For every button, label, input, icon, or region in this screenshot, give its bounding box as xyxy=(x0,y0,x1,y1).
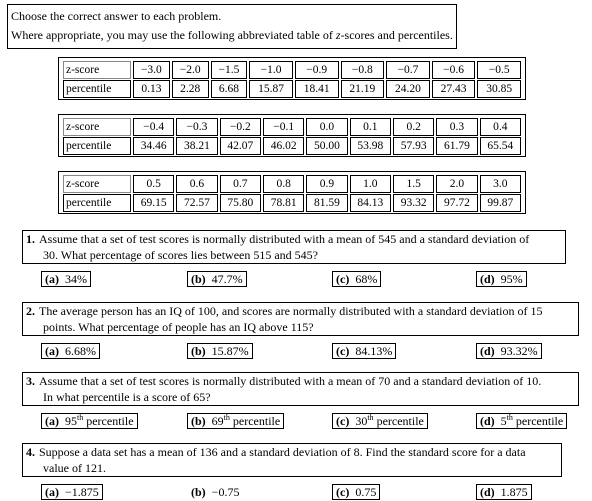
instruction-line-2-suffix: -scores and percentiles. xyxy=(340,28,453,42)
z-cell: 0.2 xyxy=(393,118,434,136)
option-text: 95 xyxy=(65,414,77,428)
question-4-line-2: value of 121. xyxy=(43,461,106,475)
option-letter: (b) xyxy=(191,414,206,428)
z-score-row xyxy=(63,118,521,136)
percentile-cell: 61.79 xyxy=(436,137,477,155)
question-2-text xyxy=(22,302,579,336)
z-cell: −3.0 xyxy=(133,61,170,79)
question-1 xyxy=(22,230,566,264)
z-cell: 0.1 xyxy=(350,118,391,136)
z-score-label: z-score xyxy=(63,61,131,79)
percentile-cell: 24.20 xyxy=(386,80,430,98)
percentile-cell: 21.19 xyxy=(341,80,385,98)
question-4 xyxy=(22,443,562,477)
percentile-cell: 84.13 xyxy=(350,194,391,212)
q1-option-c[interactable] xyxy=(332,271,381,287)
option-suffix: percentile xyxy=(83,414,134,428)
option-letter: (d) xyxy=(480,344,495,358)
z-cell: 0.3 xyxy=(436,118,477,136)
z-cell: −0.4 xyxy=(133,118,174,136)
option-letter: (d) xyxy=(480,414,495,428)
percentile-cell: 42.07 xyxy=(220,137,261,155)
option-text: 0.75 xyxy=(355,485,377,499)
z-cell: 0.6 xyxy=(176,175,217,193)
question-2-line-2: points. What percentage of people has an IQ above 115? xyxy=(43,320,314,334)
percentile-cell: 72.57 xyxy=(176,194,217,212)
percentile-cell: 81.59 xyxy=(306,194,347,212)
z-table-3 xyxy=(58,171,526,214)
percentile-cell: 93.32 xyxy=(393,194,434,212)
question-3-text xyxy=(22,372,579,406)
option-text: 30 xyxy=(355,414,368,428)
option-letter: (a) xyxy=(45,344,59,358)
instruction-z-symbol: z xyxy=(335,28,341,42)
percentile-cell: 69.15 xyxy=(133,194,174,212)
percentile-cell: 27.43 xyxy=(432,80,476,98)
question-1-number: 1. xyxy=(26,232,35,246)
question-1-line-2: 30. What percentage of scores lies between 515 and 545? xyxy=(43,248,319,262)
question-4-number: 4. xyxy=(26,445,35,459)
question-1-text xyxy=(22,230,566,264)
q4-option-b[interactable] xyxy=(187,484,243,500)
option-letter: (b) xyxy=(191,485,206,499)
q1-option-b[interactable] xyxy=(187,271,247,287)
z-cell: 0.0 xyxy=(306,118,347,136)
z-score-row xyxy=(63,61,521,79)
option-letter: (c) xyxy=(336,414,350,428)
percentile-label: percentile xyxy=(63,194,131,212)
instructions-box xyxy=(7,4,457,49)
z-cell: −0.2 xyxy=(220,118,261,136)
option-letter: (b) xyxy=(191,272,206,286)
option-text: 93.32% xyxy=(500,344,538,358)
z-cell: −0.1 xyxy=(263,118,304,136)
z-score-row xyxy=(63,175,521,193)
q2-option-c[interactable] xyxy=(332,343,396,359)
option-letter: (c) xyxy=(336,344,350,358)
z-table-2 xyxy=(58,114,526,157)
percentile-row xyxy=(63,80,521,98)
option-suffix: percentile xyxy=(373,414,424,428)
option-text: 5 xyxy=(500,414,507,428)
option-text: 68% xyxy=(355,272,378,286)
option-letter: (a) xyxy=(45,272,59,286)
z-cell: −0.3 xyxy=(176,118,217,136)
z-cell: 0.8 xyxy=(263,175,304,193)
z-table-1 xyxy=(58,57,526,100)
q4-option-a[interactable] xyxy=(41,484,103,500)
z-cell: −2.0 xyxy=(172,61,209,79)
percentile-cell: 15.87 xyxy=(249,80,293,98)
option-text: 6.68% xyxy=(65,344,96,358)
percentile-cell: 50.00 xyxy=(306,137,347,155)
option-text: 84.13% xyxy=(355,344,393,358)
q2-option-d[interactable] xyxy=(476,343,542,359)
question-4-line-1 xyxy=(26,444,558,460)
percentile-cell: 46.02 xyxy=(263,137,304,155)
q3-option-a[interactable] xyxy=(41,413,138,429)
option-text: −0.75 xyxy=(211,485,240,499)
q2-option-b[interactable] xyxy=(187,343,253,359)
question-3-stem: Assume that a set of test scores is normally distributed with a mean of 70 and a standard deviation of 10. xyxy=(39,374,542,388)
z-cell: −0.9 xyxy=(295,61,339,79)
percentile-label: percentile xyxy=(63,80,131,98)
option-text: 15.87% xyxy=(211,344,249,358)
instruction-line-2 xyxy=(11,26,453,45)
option-suffix: percentile xyxy=(229,414,281,428)
option-text: 1.875 xyxy=(500,485,528,499)
q1-option-d[interactable] xyxy=(476,271,527,287)
percentile-cell: 0.13 xyxy=(133,80,170,98)
option-superscript: th xyxy=(77,413,84,422)
z-cell: 1.5 xyxy=(393,175,434,193)
percentile-cell: 97.72 xyxy=(436,194,477,212)
option-letter: (a) xyxy=(45,485,59,499)
percentile-label: percentile xyxy=(63,137,131,155)
percentile-row xyxy=(63,137,521,155)
percentile-cell: 6.68 xyxy=(211,80,248,98)
question-2 xyxy=(22,302,579,336)
question-2-number: 2. xyxy=(26,304,35,318)
question-4-text xyxy=(22,443,562,477)
q4-option-c[interactable] xyxy=(332,484,380,500)
option-text: 34% xyxy=(65,272,87,286)
percentile-cell: 99.87 xyxy=(480,194,521,212)
percentile-cell: 30.85 xyxy=(477,80,521,98)
z-cell: −1.0 xyxy=(249,61,293,79)
instruction-line-1: Choose the correct answer to each problem. xyxy=(11,9,222,23)
option-letter: (c) xyxy=(336,485,350,499)
option-letter: (d) xyxy=(480,272,495,286)
z-cell: −0.7 xyxy=(386,61,430,79)
option-suffix: percentile xyxy=(512,414,564,428)
z-cell: −0.5 xyxy=(477,61,521,79)
question-1-line-1 xyxy=(26,231,562,247)
question-3-number: 3. xyxy=(26,374,35,388)
z-cell: −0.8 xyxy=(341,61,385,79)
option-text: 47.7% xyxy=(211,272,243,286)
z-cell: 1.0 xyxy=(350,175,391,193)
option-letter: (d) xyxy=(480,485,495,499)
percentile-cell: 38.21 xyxy=(176,137,217,155)
question-1-stem: Assume that a set of test scores is normally distributed with a mean of 545 and a standard deviation of xyxy=(39,232,530,246)
percentile-cell: 53.98 xyxy=(350,137,391,155)
percentile-cell: 57.93 xyxy=(393,137,434,155)
z-score-label: z-score xyxy=(63,175,131,193)
q2-option-a[interactable] xyxy=(41,343,100,359)
q3-option-c[interactable] xyxy=(332,413,428,429)
z-cell: 0.4 xyxy=(480,118,521,136)
option-superscript: th xyxy=(223,413,230,422)
option-superscript: th xyxy=(367,413,374,422)
q4-option-d[interactable] xyxy=(476,484,532,500)
z-cell: 0.5 xyxy=(133,175,174,193)
z-cell: −1.5 xyxy=(211,61,248,79)
q1-option-a[interactable] xyxy=(41,271,91,287)
question-3 xyxy=(22,372,579,406)
percentile-cell: 2.28 xyxy=(172,80,209,98)
option-text: 69 xyxy=(211,414,224,428)
option-text: 95% xyxy=(500,272,523,286)
z-cell: 0.9 xyxy=(306,175,347,193)
option-superscript: th xyxy=(506,413,513,422)
option-letter: (a) xyxy=(45,414,59,428)
percentile-cell: 78.81 xyxy=(263,194,304,212)
option-letter: (b) xyxy=(191,344,206,358)
z-cell: −0.6 xyxy=(432,61,476,79)
question-3-line-1 xyxy=(26,373,575,389)
option-text: −1.875 xyxy=(65,485,99,499)
percentile-cell: 75.80 xyxy=(220,194,261,212)
q3-option-b[interactable] xyxy=(187,413,284,429)
q3-option-d[interactable] xyxy=(476,413,567,429)
percentile-cell: 65.54 xyxy=(480,137,521,155)
z-score-label: z-score xyxy=(63,118,131,136)
percentile-cell: 18.41 xyxy=(295,80,339,98)
question-2-line-1 xyxy=(26,303,575,319)
z-cell: 3.0 xyxy=(480,175,521,193)
z-cell: 2.0 xyxy=(436,175,477,193)
percentile-row xyxy=(63,194,521,212)
percentile-cell: 34.46 xyxy=(133,137,174,155)
z-cell: 0.7 xyxy=(220,175,261,193)
question-3-line-2: In what percentile is a score of 65? xyxy=(43,390,211,404)
instruction-line-2-prefix: Where appropriate, you may use the following abbreviated table of xyxy=(11,28,336,42)
option-letter: (c) xyxy=(336,272,350,286)
question-4-stem: Suppose a data set has a mean of 136 and a standard deviation of 8. Find the standard score for a data xyxy=(39,445,526,459)
question-2-stem: The average person has an IQ of 100, and scores are normally distributed with a standard deviation of 15 xyxy=(39,304,543,318)
